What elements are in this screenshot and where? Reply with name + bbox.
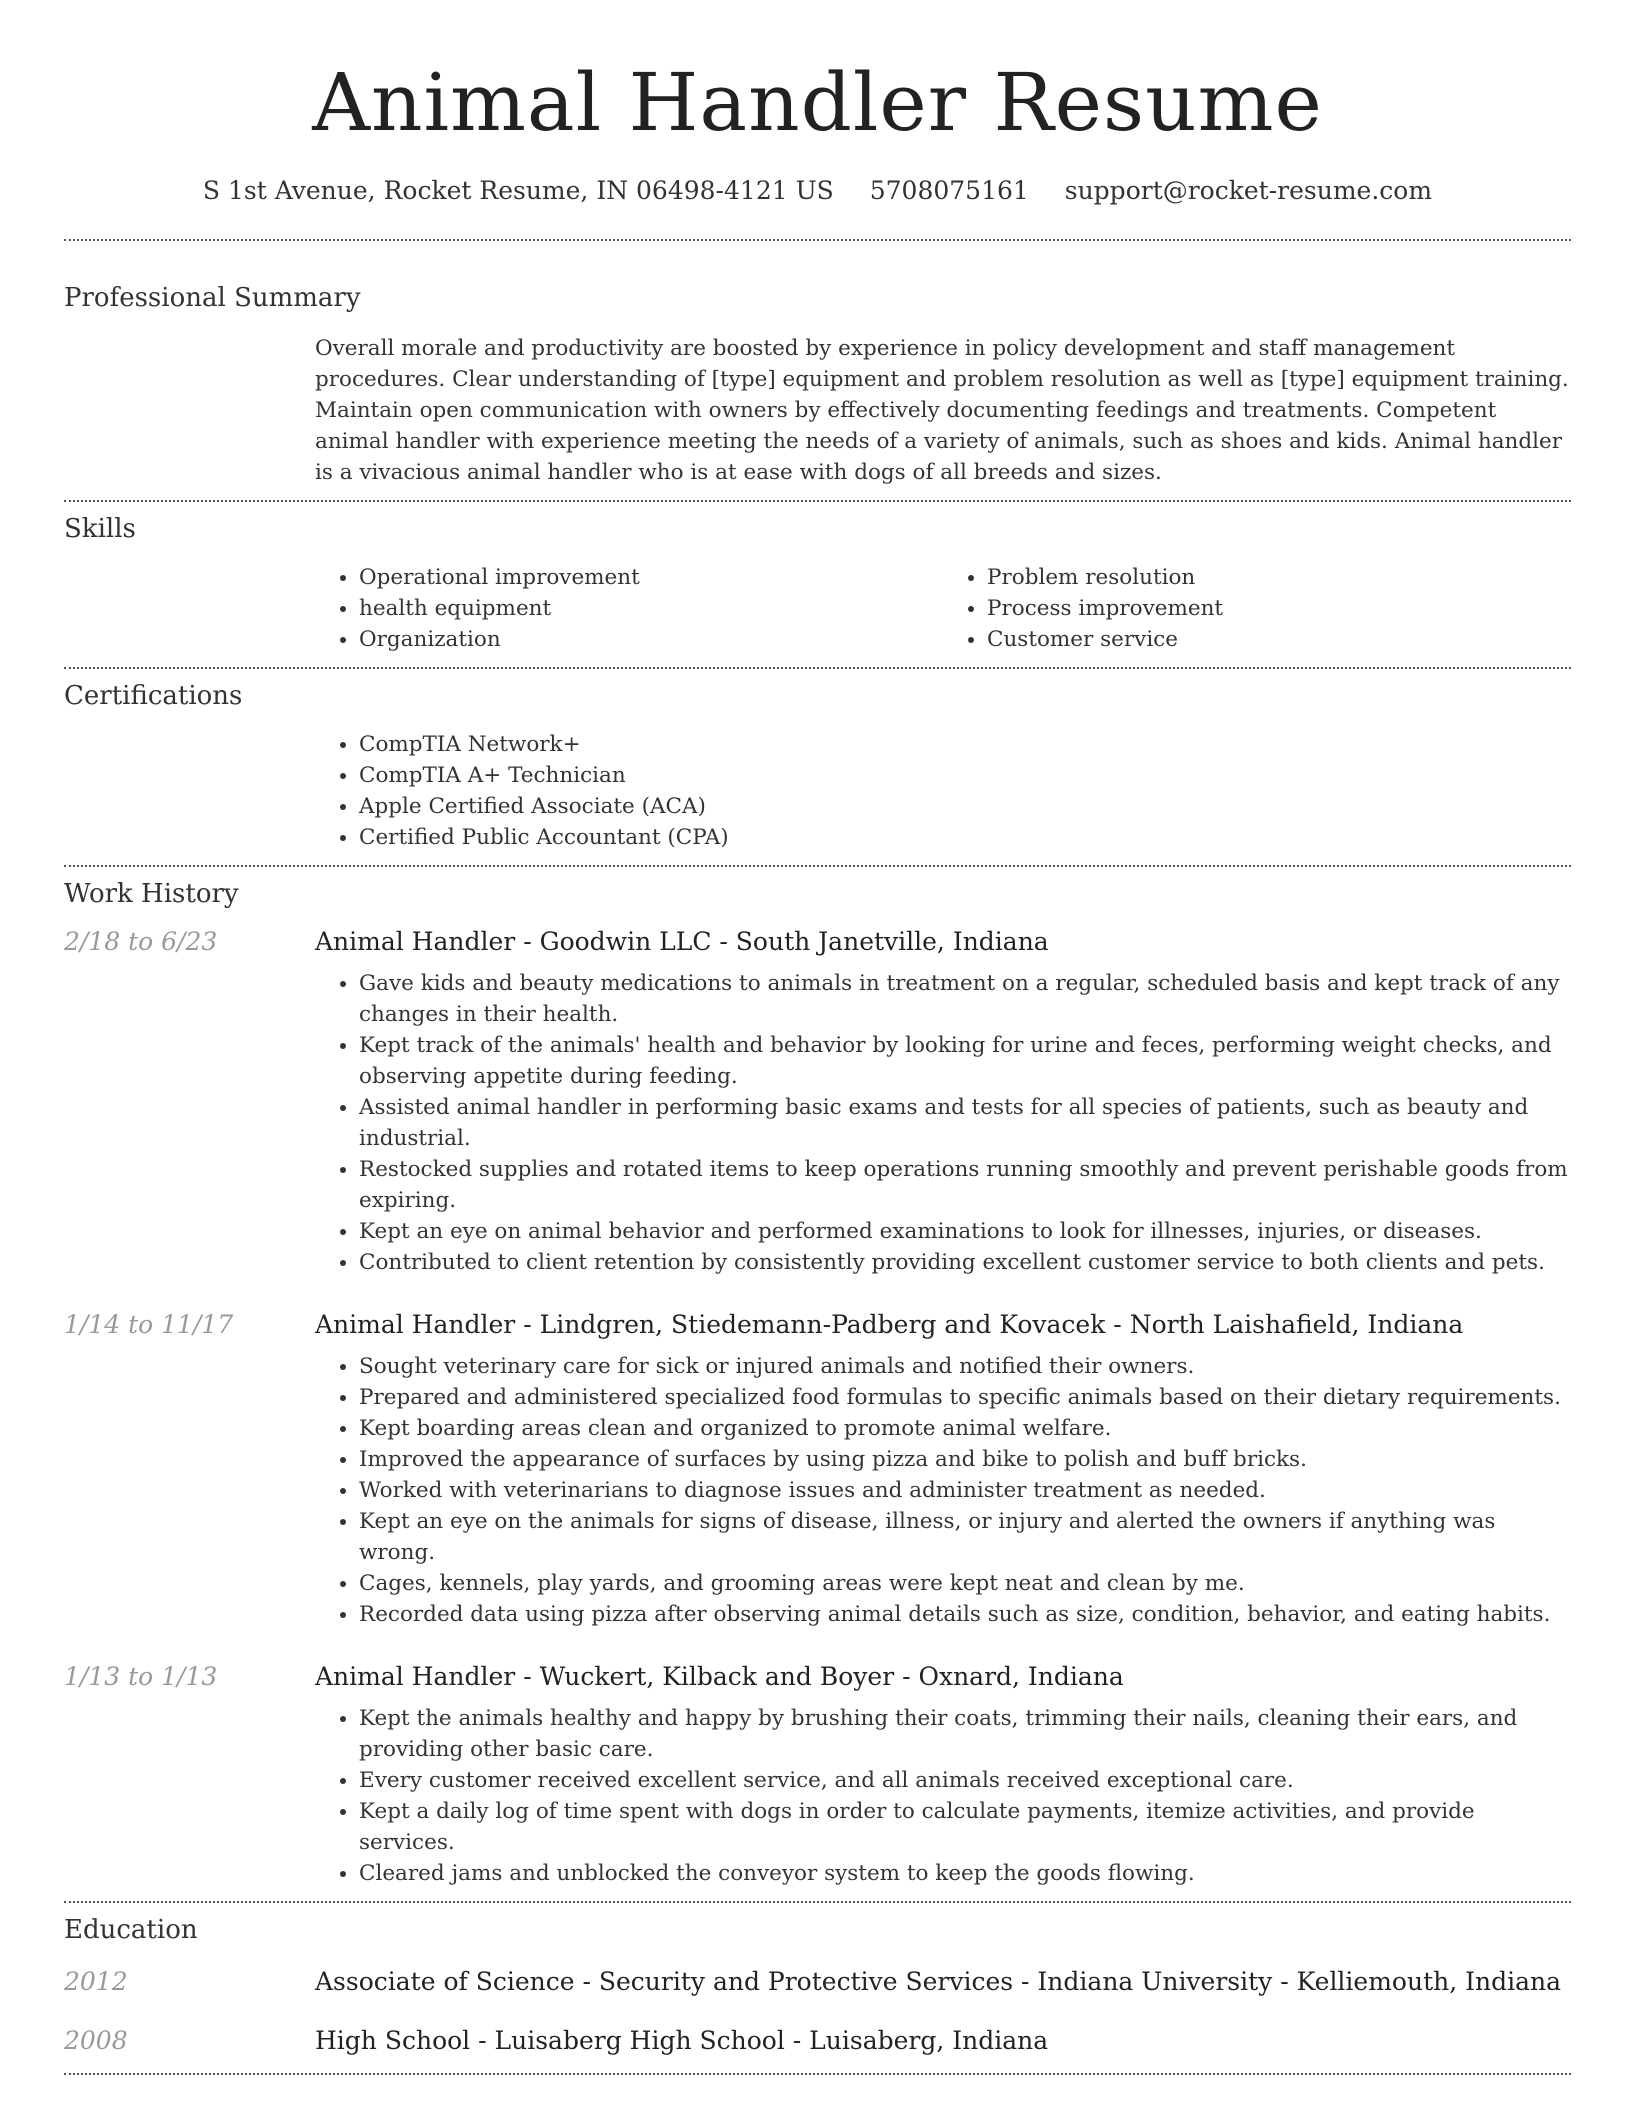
work-history-heading: Work History [64, 879, 239, 909]
certification-item: • Apple Certified Associate (ACA) [359, 791, 1571, 822]
certifications-list [315, 729, 1571, 853]
contact-email: support@rocket-resume.com [1064, 176, 1433, 205]
divider [64, 2073, 1571, 2075]
education-year: 2012 [64, 1967, 128, 1996]
certifications-heading: Certifications [64, 681, 243, 711]
page-title: Animal Handler Resume [312, 56, 1323, 149]
job-title: Animal Handler - Wuckert, Kilback and Boyer - Oxnard, Indiana [315, 1662, 1124, 1691]
divider [64, 667, 1571, 669]
job-bullet: • Sought veterinary care for sick or injured animals and notified their owners. [359, 1351, 1571, 1382]
job-bullets [315, 1351, 1571, 1630]
skill-item: • Problem resolution [987, 562, 1571, 593]
summary-heading: Professional Summary [64, 283, 361, 313]
job-bullet: • Recorded data using pizza after observing animal details such as size, condition, behavior, and eating habits. [359, 1599, 1571, 1630]
job-bullet: • Kept boarding areas clean and organized to promote animal welfare. [359, 1413, 1571, 1444]
job-title: Animal Handler - Lindgren, Stiedemann-Padberg and Kovacek - North Laishafield, Indiana [315, 1310, 1464, 1339]
job-bullet: • Gave kids and beauty medications to animals in treatment on a regular, scheduled basis and kept track of any changes in their health. [359, 968, 1571, 1030]
skills-heading: Skills [64, 514, 136, 544]
job-bullet: • Prepared and administered specialized food formulas to specific animals based on their dietary requirements. [359, 1382, 1571, 1413]
job-bullet: • Worked with veterinarians to diagnose issues and administer treatment as needed. [359, 1475, 1571, 1506]
job-bullet: • Kept an eye on the animals for signs of disease, illness, or injury and alerted the owners if anything was wrong. [359, 1506, 1571, 1568]
job-entry [64, 1310, 1571, 1630]
job-header [64, 1310, 1571, 1339]
skills-list [315, 562, 1571, 655]
divider [64, 500, 1571, 502]
skill-item: • health equipment [359, 593, 943, 624]
job-bullet: • Restocked supplies and rotated items to keep operations running smoothly and prevent perishable goods from expiring. [359, 1154, 1571, 1216]
job-entry [64, 927, 1571, 1278]
job-bullet: • Improved the appearance of surfaces by using pizza and bike to polish and buff bricks. [359, 1444, 1571, 1475]
summary-text: Overall morale and productivity are boosted by experience in policy development and staff management procedures. Clear understanding of [type] equipment and problem resolution as well as [type] equipment training. Maintain open communication with owners by effectively documenting feedings and treatments. Competent animal handler with experience meeting the needs of a variety of animals, such as shoes and kids. Animal handler is a vivacious animal handler who is at ease with dogs of all breeds and sizes. [315, 336, 1569, 485]
job-entry [64, 1662, 1571, 1889]
education-heading: Education [64, 1915, 198, 1945]
job-dates: 1/14 to 11/17 [64, 1310, 234, 1339]
contact-address: S 1st Avenue, Rocket Resume, IN 06498-4121 US [202, 176, 834, 205]
job-bullet: • Assisted animal handler in performing basic exams and tests for all species of patients, such as beauty and industrial. [359, 1092, 1571, 1154]
skills-section [64, 514, 1571, 655]
summary-section [64, 283, 1571, 488]
job-dates: 2/18 to 6/23 [64, 927, 218, 956]
job-bullets [315, 1703, 1571, 1889]
skills-column-right [943, 562, 1571, 655]
resume-page [64, 0, 1571, 2075]
certifications-section [64, 681, 1571, 853]
job-bullet: • Kept the animals healthy and happy by brushing their coats, trimming their nails, cleaning their ears, and providing other basic care. [359, 1703, 1571, 1765]
job-bullet: • Kept a daily log of time spent with dogs in order to calculate payments, itemize activities, and provide services. [359, 1796, 1571, 1858]
skill-item: • Operational improvement [359, 562, 943, 593]
certification-item: • Certified Public Accountant (CPA) [359, 822, 1571, 853]
skill-item: • Organization [359, 624, 943, 655]
work-history-section [64, 879, 1571, 1889]
contact-phone: 5708075161 [869, 176, 1029, 205]
education-entry [64, 1967, 1571, 1996]
job-header [64, 927, 1571, 956]
skill-item: • Customer service [987, 624, 1571, 655]
skills-column-left [315, 562, 943, 655]
job-title: Animal Handler - Goodwin LLC - South Janetville, Indiana [315, 927, 1049, 956]
divider [64, 865, 1571, 867]
job-header [64, 1662, 1571, 1691]
job-bullet: • Kept an eye on animal behavior and performed examinations to look for illnesses, injuries, or diseases. [359, 1216, 1571, 1247]
job-bullet: • Kept track of the animals' health and behavior by looking for urine and feces, performing weight checks, and observing appetite during feeding. [359, 1030, 1571, 1092]
divider [64, 1901, 1571, 1903]
education-title: Associate of Science - Security and Protective Services - Indiana University - Kelliemouth, Indiana [315, 1967, 1562, 1996]
education-entry [64, 2026, 1571, 2055]
skill-item: • Process improvement [987, 593, 1571, 624]
job-bullet: • Cages, kennels, play yards, and grooming areas were kept neat and clean by me. [359, 1568, 1571, 1599]
job-bullet: • Cleared jams and unblocked the conveyor system to keep the goods flowing. [359, 1858, 1571, 1889]
job-bullet: • Every customer received excellent service, and all animals received exceptional care. [359, 1765, 1571, 1796]
certification-item: • CompTIA A+ Technician [359, 760, 1571, 791]
education-title: High School - Luisaberg High School - Luisaberg, Indiana [315, 2026, 1049, 2055]
job-bullet: • Contributed to client retention by consistently providing excellent customer service to both clients and pets. [359, 1247, 1571, 1278]
job-dates: 1/13 to 1/13 [64, 1662, 218, 1691]
education-year: 2008 [64, 2026, 128, 2055]
certification-item: • CompTIA Network+ [359, 729, 1571, 760]
job-bullets [315, 968, 1571, 1278]
contact-line [64, 176, 1571, 205]
divider [64, 239, 1571, 241]
education-section [64, 1915, 1571, 2055]
